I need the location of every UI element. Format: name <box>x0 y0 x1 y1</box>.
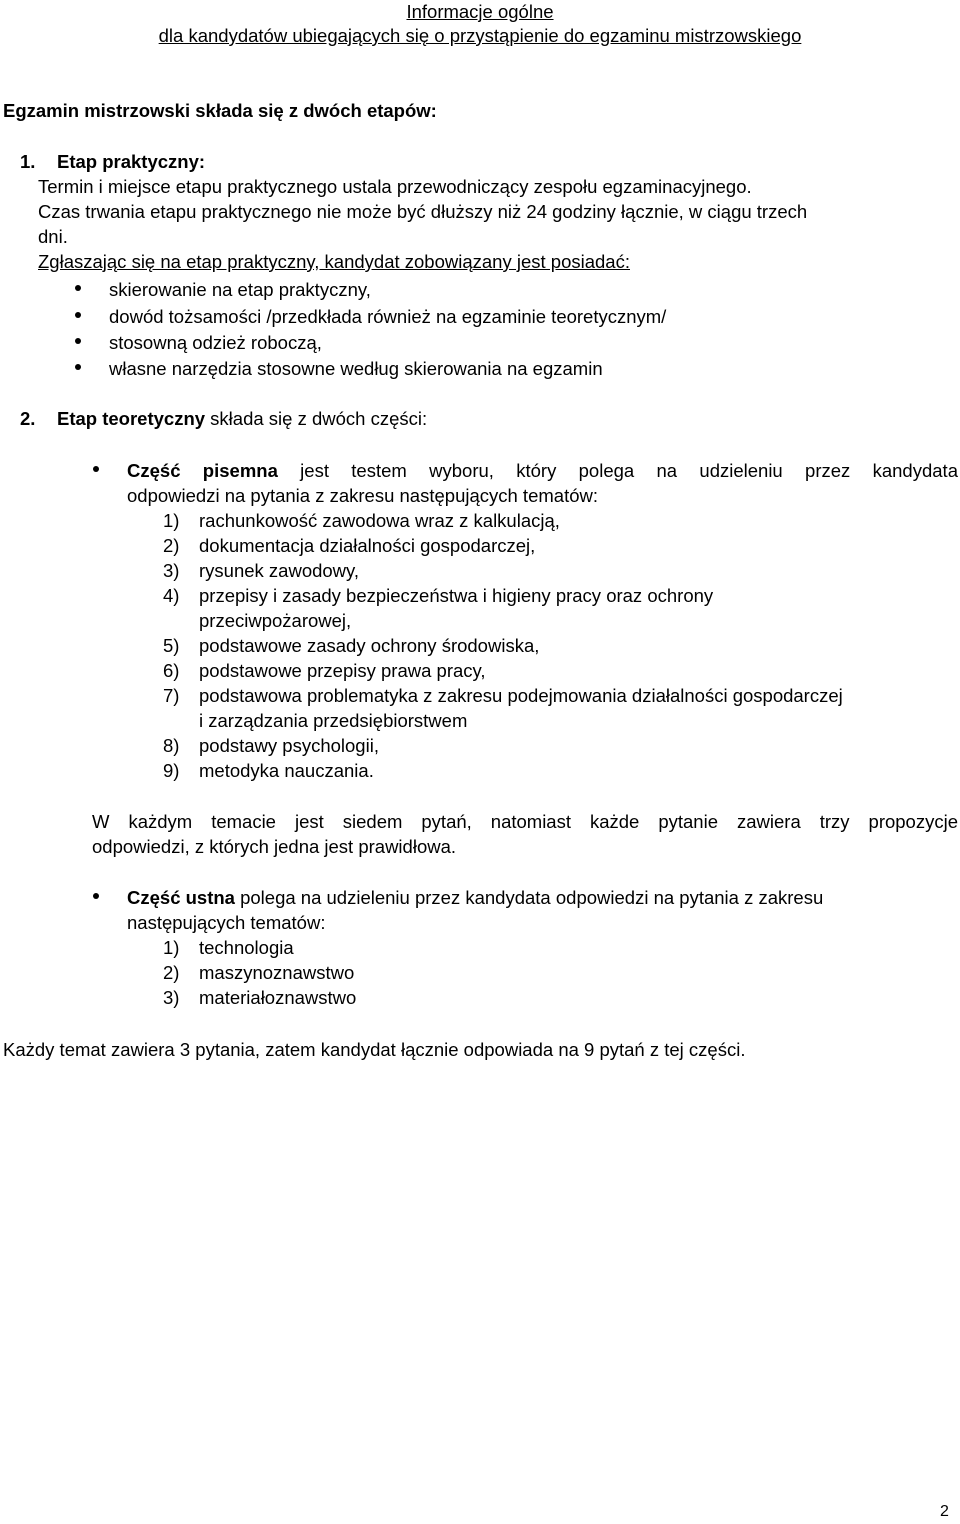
document-title: Informacje ogólne <box>406 1 554 22</box>
stage2-heading-line <box>57 406 427 431</box>
written-part-line1 <box>127 458 958 483</box>
written-part-label: Część pisemna <box>127 460 278 481</box>
closing-text: Każdy temat zawiera 3 pytania, zatem kandydat łącznie odpowiada na 9 pytań z tej części. <box>3 1039 746 1060</box>
intro-heading: Egzamin mistrzowski składa się z dwóch etapów: <box>3 100 437 121</box>
stage2-heading-rest: składa się z dwóch części: <box>205 408 428 429</box>
bullet-icon <box>75 285 81 291</box>
stage1-line1: Termin i miejsce etapu praktycznego ustala przewodniczący zespołu egzaminacyjnego. <box>38 176 752 197</box>
topic-number: 1) <box>163 510 180 531</box>
oral-part-label: Część ustna <box>127 887 235 908</box>
topic-text-continued: przeciwpożarowej, <box>199 610 352 631</box>
topic-text: rysunek zawodowy, <box>199 560 360 581</box>
topic-number: 8) <box>163 735 180 756</box>
oral-part-line2: następujących tematów: <box>127 912 326 933</box>
topic-text: maszynoznawstwo <box>199 962 355 983</box>
topic-text: podstawowe przepisy prawa pracy, <box>199 660 486 681</box>
topic-number: 3) <box>163 987 180 1008</box>
topic-number: 7) <box>163 685 180 706</box>
bullet-icon <box>75 312 81 318</box>
stage1-number: 1. <box>20 151 36 172</box>
topic-text-continued: i zarządzania przedsiębiorstwem <box>199 710 468 731</box>
topic-text: technologia <box>199 937 294 958</box>
stage1-line3: dni. <box>38 226 68 247</box>
written-part-text: jest testem wyboru, który polega na udzieleniu przez kandydata <box>277 460 958 481</box>
bullet-icon <box>75 364 81 370</box>
requirement-item: stosowną odzież roboczą, <box>109 332 322 353</box>
bullet-icon <box>93 466 99 472</box>
bullet-icon <box>93 893 99 899</box>
topic-text: podstawowa problematyka z zakresu podejmowania działalności gospodarczej <box>199 685 843 706</box>
topic-text: rachunkowość zawodowa wraz z kalkulacją, <box>199 510 560 531</box>
requirement-item: dowód tożsamości /przedkłada również na egzaminie teoretycznym/ <box>109 306 667 327</box>
topic-number: 3) <box>163 560 180 581</box>
stage1-heading: Etap praktyczny: <box>57 151 206 172</box>
topic-text: metodyka nauczania. <box>199 760 374 781</box>
topic-text: przepisy i zasady bezpieczeństwa i higieny pracy oraz ochrony <box>199 585 714 606</box>
stage2-heading: Etap teoretyczny <box>57 408 206 429</box>
written-part-line2: odpowiedzi na pytania z zakresu następujących tematów: <box>127 485 598 506</box>
document-subtitle: dla kandydatów ubiegających się o przystąpienie do egzaminu mistrzowskiego <box>158 25 802 46</box>
bullet-icon <box>75 338 81 344</box>
stage1-line2: Czas trwania etapu praktycznego nie może być dłuższy niż 24 godziny łącznie, w ciągu trzech <box>38 201 808 222</box>
topic-number: 9) <box>163 760 180 781</box>
topic-number: 5) <box>163 635 180 656</box>
topic-number: 2) <box>163 535 180 556</box>
written-note-line2: odpowiedzi, z których jedna jest prawidłowa. <box>92 836 457 857</box>
requirement-item: skierowanie na etap praktyczny, <box>109 279 371 300</box>
written-note-line1: W każdym temacie jest siedem pytań, natomiast każde pytanie zawiera trzy propozycje <box>92 811 958 832</box>
topic-text: dokumentacja działalności gospodarczej, <box>199 535 536 556</box>
stage2-number: 2. <box>20 408 36 429</box>
topic-number: 2) <box>163 962 180 983</box>
topic-number: 6) <box>163 660 180 681</box>
topic-number: 1) <box>163 937 180 958</box>
page-number: 2 <box>940 1503 949 1520</box>
topic-text: materiałoznawstwo <box>199 987 357 1008</box>
topic-text: podstawy psychologii, <box>199 735 379 756</box>
requirement-item: własne narzędzia stosowne według skierowania na egzamin <box>109 358 603 379</box>
oral-part-text: polega na udzieleniu przez kandydata odpowiedzi na pytania z zakresu <box>234 887 824 908</box>
topic-number: 4) <box>163 585 180 606</box>
topic-text: podstawowe zasady ochrony środowiska, <box>199 635 540 656</box>
stage1-requirements-intro: Zgłaszając się na etap praktyczny, kandydat zobowiązany jest posiadać: <box>38 251 630 272</box>
oral-part-line1 <box>127 885 823 910</box>
